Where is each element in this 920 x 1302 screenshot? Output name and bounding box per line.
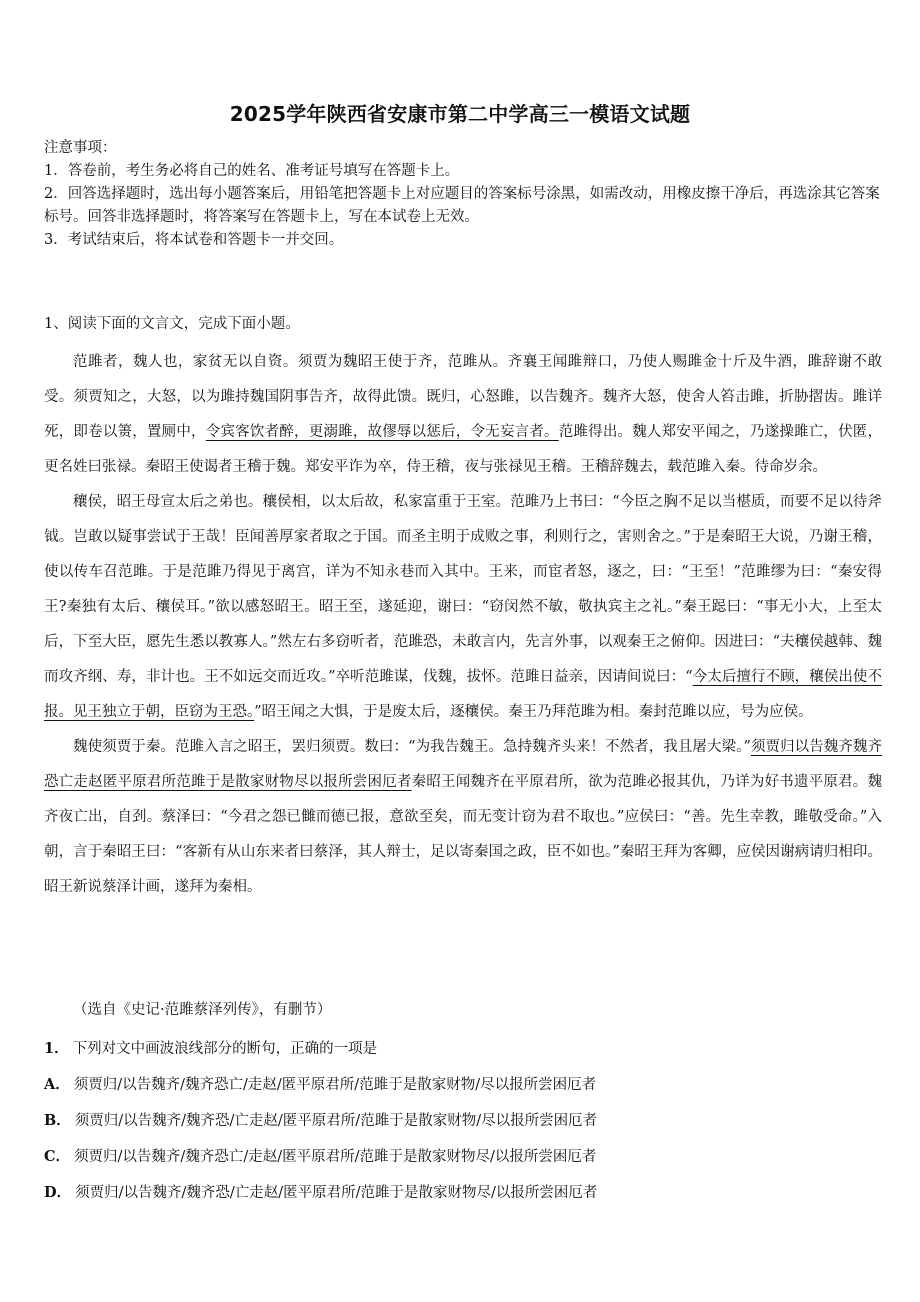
option-label: C． xyxy=(44,1148,71,1165)
passage-text: 范雎得出。魏人郑安平闻之，乃遂操雎亡，伏匿，更名姓曰张禄。秦昭王使谒者王稽于魏。郑安平诈为卒，侍王稽，夜与张禄见王稽。王稽辞魏去，载范雎入秦。待命岁余。 xyxy=(44,424,883,475)
option-text: 须贾归/以告魏齐/魏齐恐/亡走赵/匿平原君所/范雎于是散家财物尽/以报所尝困厄者 xyxy=(75,1185,598,1201)
option-a xyxy=(44,1067,882,1103)
passage-text: 秦昭王闻魏齐在平原君所，欲为范雎必报其仇，乃详为好书遗平原君。魏齐夜亡出，自刭。蔡泽曰：“今君之怨已雠而德已报，意欲至矣，而无变计窃为君不取也。”应侯曰：“善。先生幸教，雎敬受命。”入朝，言于秦昭王曰：“客新有从山东来者曰蔡泽，其人辩士，足以寄秦国之政，臣不如也。”秦昭王拜为客卿，应侯因谢病请归相印。昭王新说蔡泽计画，遂拜为秦相。 xyxy=(44,774,883,895)
question-number: 1． xyxy=(44,1040,69,1057)
underlined-sentence: 令宾客饮者醉，更溺雎，故僇辱以惩后，令无妄言者。 xyxy=(205,424,559,440)
section-intro: 1、阅读下面的文言文，完成下面小题。 xyxy=(44,316,300,332)
notice-block xyxy=(44,137,882,252)
option-c xyxy=(44,1139,882,1175)
notice-item: 2．回答选择题时，选出每小题答案后，用铅笔把答题卡上对应题目的答案标号涂黑，如需改动，用橡皮擦干净后，再选涂其它答案标号。回答非选择题时，将答案写在答题卡上，写在本试卷上无效。 xyxy=(44,186,880,225)
question-1 xyxy=(44,1031,882,1211)
question-stem: 下列对文中画波浪线部分的断句，正确的一项是 xyxy=(72,1041,378,1057)
option-label: B． xyxy=(44,1112,71,1129)
passage-paragraph xyxy=(44,485,882,730)
passage-text: ”昭王闻之大惧，于是废太后，逐穰侯。秦王乃拜范雎为相。秦封范雎以应，号为应侯。 xyxy=(254,704,813,720)
passage-text: 穰侯，昭王母宣太后之弟也。穰侯相，以太后故，私家富重于王室。范雎乃上书曰：“今臣之胸不足以当椹质，而要不足以待斧钺。岂敢以疑事尝试于王哉！臣闻善厚家者取之于国。而圣主明于成败之事，利则行之，害则舍之。”于是秦昭王大说，乃谢王稽，使以传车召范雎。于是范雎乃得见于离宫，详为不知永巷而入其中。王来，而宦者怒，逐之，曰：“王至！”范雎缪为曰：“秦安得王?秦独有太后、穰侯耳。”欲以感怒昭王。昭王至，遂延迎，谢曰：“窃闵然不敏，敬执宾主之礼。”秦王跽曰：“事无小大，上至太后，下至大臣，愿先生悉以教寡人。”然左右多窃听者，范雎恐，未敢言内，先言外事，以观秦王之俯仰。因进曰：“夫穰侯越韩、魏而攻齐纲、寿，非计也。王不如远交而近攻。”卒听范雎谋，伐魏，拔怀。范雎日益亲，因请间说曰：“ xyxy=(44,494,882,685)
passage-text: 范雎者，魏人也，家贫无以自资。须贾为魏昭王使于齐，范雎从。齐襄王闻雎辩口，乃使人赐雎金十斤及牛酒，雎辞谢不敢受。须贾知之，大怒，以为雎持魏国阴事告齐，故得此馈。既归，心怒雎，以告魏齐。魏齐大怒，使舍人笞击雎，折胁摺齿。雎详死，即卷以箦，置厕中， xyxy=(44,354,882,440)
passage xyxy=(44,345,882,905)
source-citation: （选自《史记·范雎蔡泽列传》，有删节） xyxy=(73,1002,332,1018)
option-text: 须贾归/以告魏齐/魏齐恐亡/走赵/匿平原君所/范雎于是散家财物/尽以报所尝困厄者 xyxy=(73,1077,597,1093)
wavy-underlined-sentence: 须贾归以告魏齐魏齐恐亡走赵匿平原君所范雎于是散家财物尽以报所尝困厄者 xyxy=(44,739,883,790)
page-title: 2025学年陕西省安康市第二中学高三一模语文试题 xyxy=(229,102,691,126)
underlined-sentence: 今太后擅行不顾，穰侯出使不报。见王独立于朝，臣窃为王恐。 xyxy=(44,669,883,720)
option-text: 须贾归/以告魏齐/魏齐恐亡/走赵/匿平原君所/范雎于是散家财物尽/以报所尝困厄者 xyxy=(74,1149,597,1165)
passage-paragraph xyxy=(44,345,882,485)
passage-text: 魏使须贾于秦。范雎入言之昭王，罢归须贾。数曰：“为我告魏王。急持魏齐头来！不然者，我且屠大梁。” xyxy=(73,739,751,755)
question-stem-line xyxy=(44,1031,882,1067)
passage-paragraph xyxy=(44,730,882,905)
notice-item: 1．答卷前，考生务必将自己的姓名、准考证号填写在答题卡上。 xyxy=(44,163,460,179)
notice-item: 3．考试结束后，将本试卷和答题卡一并交回。 xyxy=(44,232,344,248)
option-b xyxy=(44,1103,882,1139)
option-label: A． xyxy=(44,1076,70,1093)
notice-heading: 注意事项： xyxy=(44,140,117,156)
option-label: D． xyxy=(44,1184,72,1201)
option-text: 须贾归/以告魏齐/魏齐恐/亡走赵/匿平原君所/范雎于是散家财物/尽以报所尝困厄者 xyxy=(74,1113,598,1129)
option-d xyxy=(44,1175,882,1211)
